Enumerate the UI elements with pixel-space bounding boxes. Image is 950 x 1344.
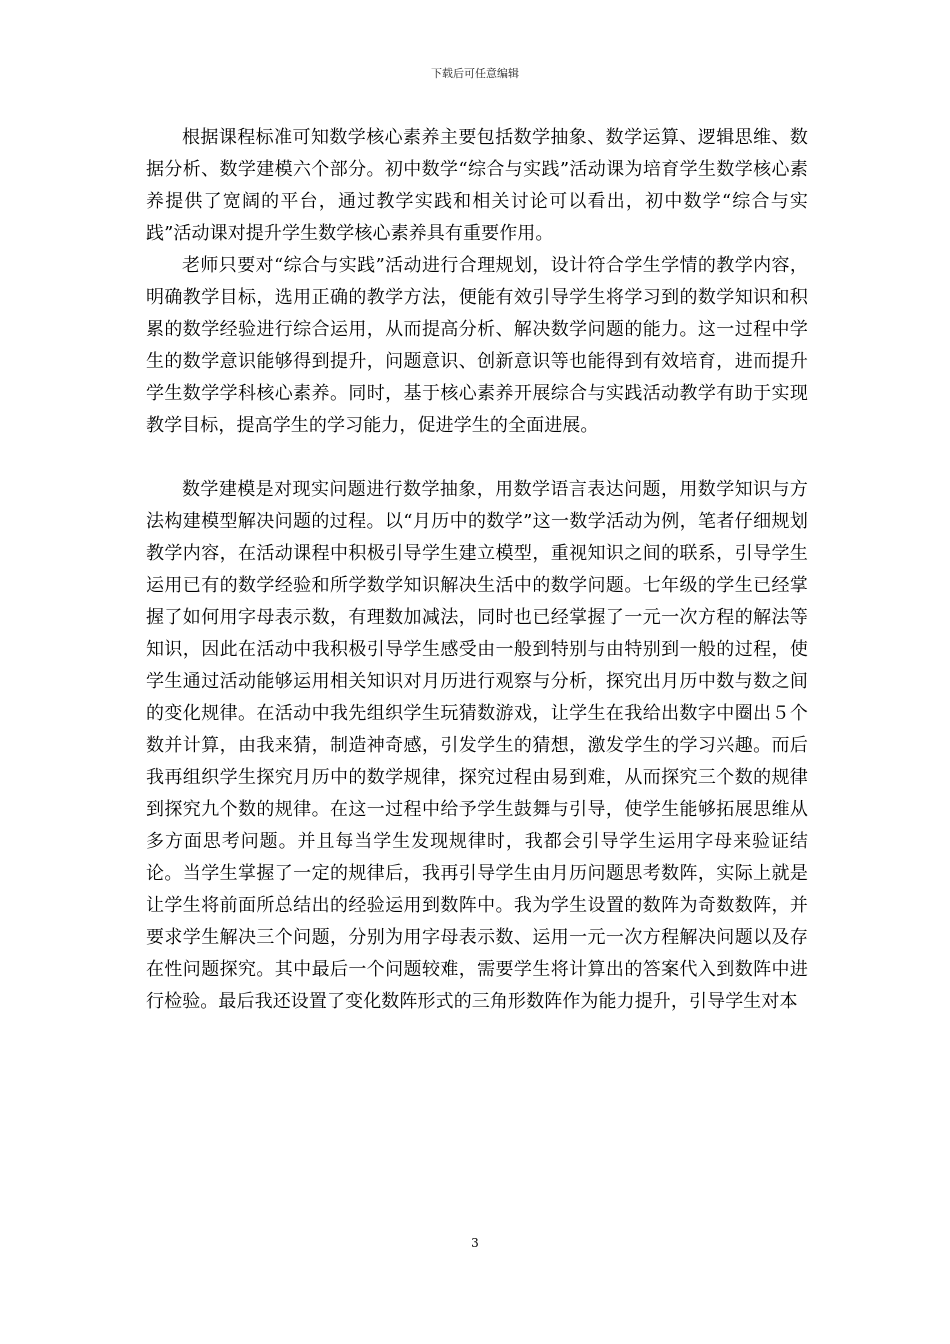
paragraph-math-modeling: 数学建模是对现实问题进行数学抽象，用数学语言表达问题，用数学知识与方法构建模型解决问题的过程。以“月历中的数学”这一数学活动为例，笔者仔细规划教学内容，在活动课程中积极引导学生建立模型，重视知识之间的联系，引导学生运用已有的数学经验和所学数学知识解决生活中的数学问题。七年级的学生已经掌握了如何用字母表示数，有理数加减法，同时也已经掌握了一元一次方程的解法等知识，因此在活动中我积极引导学生感受由一般到特别与由特别到一般的过程，使学生通过活动能够运用相关知识对月历进行观察与分析，探究出月历中数与数之间的变化规律。在活动中我先组织学生玩猜数游戏，让学生在我给出数字中圈出５个数并计算，由我来猜，制造神奇感，引发学生的猜想，激发学生的学习兴趣。而后我再组织学生探究月历中的数学规律，探究过程由易到难，从而探究三个数的规律到探究九个数的规律。在这一过程中给予学生鼓舞与引导，使学生能够拓展思维从多方面思考问题。并且每当学生发现规律时，我都会引导学生运用字母来验证结论。当学生掌握了一定的规律后，我再引导学生由月历问题思考数阵，实际上就是让学生将前面所总结出的经验运用到数阵中。我为学生设置的数阵为奇数数阵，并要求学生解决三个问题，分别为用字母表示数、运用一元一次方程解决问题以及存在性问题探究。其中最后一个问题较难，需要学生将计算出的答案代入到数阵中进行检验。最后我还设置了变化数阵形式的三角形数阵作为能力提升，引导学生对本 (146, 479, 808, 1012)
body-text (146, 122, 808, 1018)
paragraph-teacher-planning: 老师只要对“综合与实践”活动进行合理规划，设计符合学生学情的教学内容，明确教学目标，选用正确的教学方法，便能有效引导学生将学习到的数学知识和积累的数学经验进行综合运用，从而提高分析、解决数学问题的能力。这一过程中学生的数学意识能够得到提升，问题意识、创新意识等也能得到有效培育，进而提升学生数学学科核心素养。同时，基于核心素养开展综合与实践活动教学有助于实现教学目标，提高学生的学习能力，促进学生的全面进展。 (146, 255, 808, 436)
page-number: 3 (471, 1236, 479, 1250)
page-header: 下载后可任意编辑 (431, 67, 519, 80)
paragraph-core-literacy: 根据课程标准可知数学核心素养主要包括数学抽象、数学运算、逻辑思维、数据分析、数学建模六个部分。初中数学“综合与实践”活动课为培育学生数学核心素养提供了宽阔的平台，通过教学实践和相关讨论可以看出，初中数学“综合与实践”活动课对提升学生数学核心素养具有重要作用。 (146, 127, 808, 244)
paragraph-gap (146, 442, 808, 474)
